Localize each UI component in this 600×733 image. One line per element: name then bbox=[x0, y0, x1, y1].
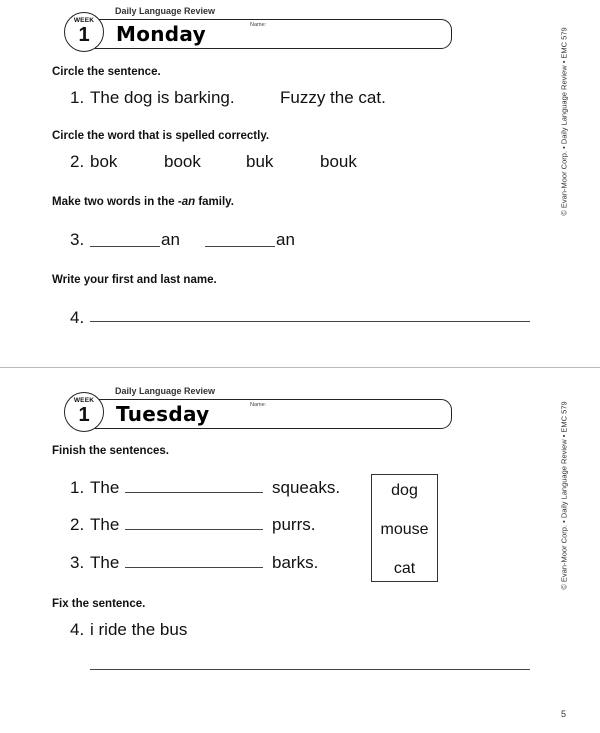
word-bank-word: dog bbox=[391, 482, 418, 499]
week-label: WEEK bbox=[73, 397, 95, 404]
q1-option-b[interactable]: Fuzzy the cat. bbox=[280, 88, 386, 107]
word-bank bbox=[371, 474, 438, 582]
word-bank-word: cat bbox=[393, 560, 416, 577]
week-badge bbox=[64, 392, 104, 432]
series-title: Daily Language Review bbox=[115, 6, 216, 16]
sentence-start: The bbox=[90, 553, 120, 572]
q2-option[interactable]: buk bbox=[246, 152, 274, 171]
sentence-number: 2. bbox=[70, 515, 85, 534]
q2-option[interactable]: book bbox=[164, 152, 201, 171]
name-label: Name: bbox=[250, 402, 267, 408]
q3-blank-2[interactable] bbox=[205, 246, 275, 247]
day-title: Tuesday bbox=[116, 402, 210, 426]
sentence-blank[interactable] bbox=[125, 567, 263, 568]
fix-sentence: i ride the bus bbox=[90, 620, 188, 639]
sentence-start: The bbox=[90, 478, 120, 497]
week-label: WEEK bbox=[73, 17, 95, 24]
q3-suffix-1: an bbox=[161, 230, 180, 249]
sentence-number: 1. bbox=[70, 478, 85, 497]
sentence-blank[interactable] bbox=[125, 492, 263, 493]
q4-name-line[interactable] bbox=[90, 321, 530, 322]
q1-instruction: Circle the sentence. bbox=[52, 66, 161, 78]
sentence-blank[interactable] bbox=[125, 529, 263, 530]
week-number: 1 bbox=[78, 404, 90, 426]
q2-option[interactable]: bok bbox=[90, 152, 118, 171]
week-badge bbox=[64, 12, 104, 52]
q1-number: 1. bbox=[70, 88, 85, 107]
fix-number: 4. bbox=[70, 620, 85, 639]
q2-number: 2. bbox=[70, 152, 85, 171]
word-bank-word: mouse bbox=[380, 521, 429, 538]
sentence-end: purrs. bbox=[272, 515, 316, 534]
name-label: Name: bbox=[250, 22, 267, 28]
sentence-start: The bbox=[90, 515, 120, 534]
q3-number: 3. bbox=[70, 230, 85, 249]
finish-instruction: Finish the sentences. bbox=[52, 445, 169, 457]
q2-instruction: Circle the word that is spelled correctly. bbox=[52, 130, 270, 142]
q3-blank-1[interactable] bbox=[90, 246, 160, 247]
page-number: 5 bbox=[561, 709, 567, 719]
day-title: Monday bbox=[116, 22, 206, 46]
copyright-side-text: © Evan-Moor Corp. • Daily Language Review • EMC 579 bbox=[559, 401, 569, 590]
sentence-end: squeaks. bbox=[272, 478, 341, 497]
fix-answer-line[interactable] bbox=[90, 669, 530, 670]
word-family: -an bbox=[177, 196, 196, 208]
q4-number: 4. bbox=[70, 308, 85, 327]
q3-instruction: Make two words in the -an family. bbox=[52, 196, 234, 208]
q2-option[interactable]: bouk bbox=[320, 152, 357, 171]
fix-instruction: Fix the sentence. bbox=[52, 598, 146, 610]
copyright-side-text: © Evan-Moor Corp. • Daily Language Review • EMC 579 bbox=[559, 27, 569, 216]
sentence-number: 3. bbox=[70, 553, 85, 572]
page-divider bbox=[0, 367, 600, 368]
series-title: Daily Language Review bbox=[115, 386, 216, 396]
sentence-end: barks. bbox=[272, 553, 319, 572]
q1-option-a[interactable]: The dog is barking. bbox=[90, 88, 235, 107]
q4-instruction: Write your first and last name. bbox=[52, 274, 217, 286]
week-number: 1 bbox=[78, 24, 90, 46]
q3-suffix-2: an bbox=[276, 230, 295, 249]
